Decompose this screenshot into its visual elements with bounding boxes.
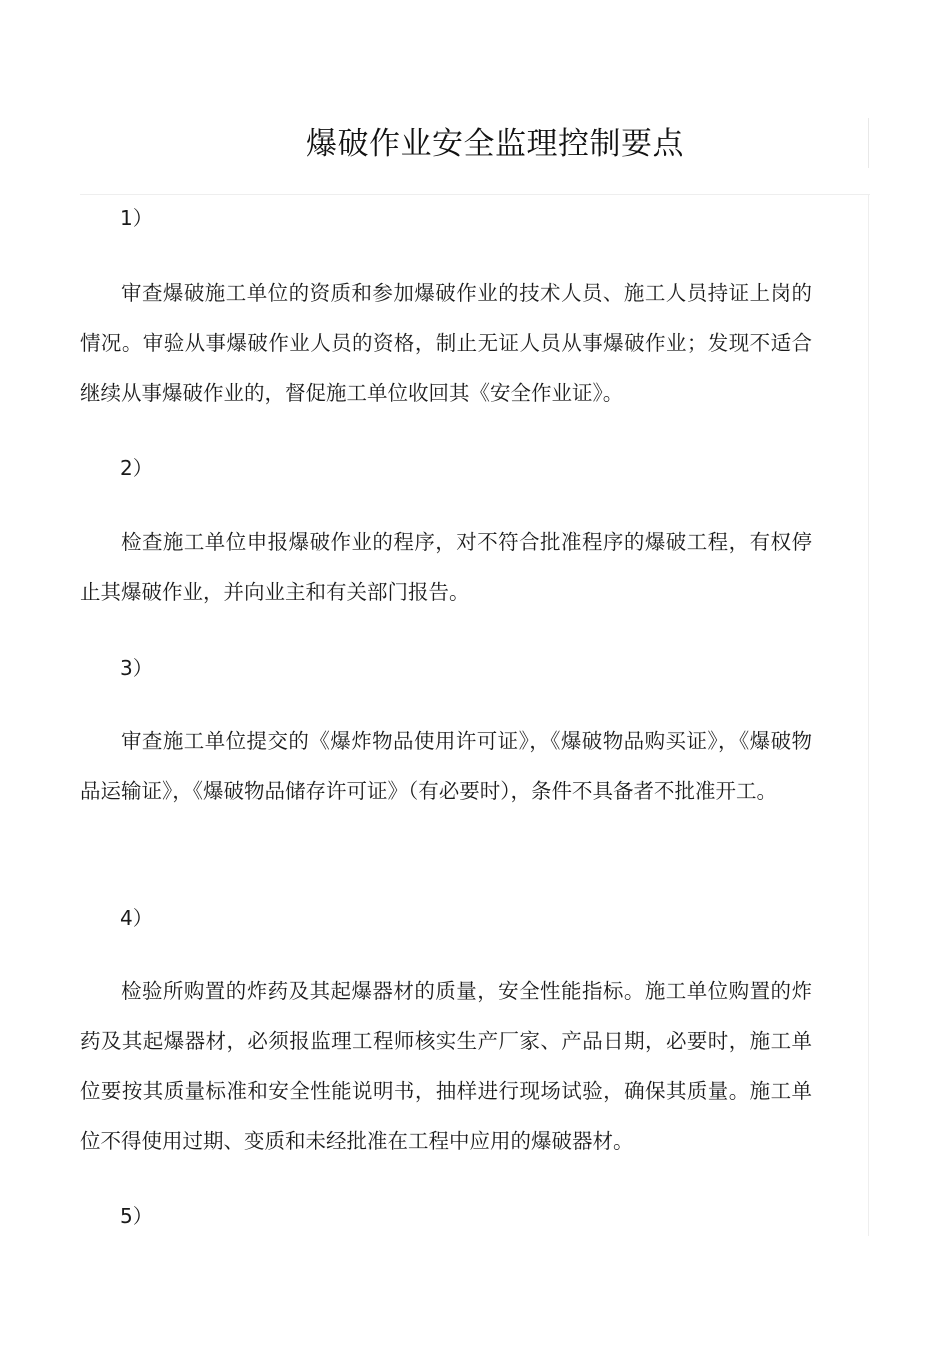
section-number-5: 5） <box>120 1204 153 1228</box>
section-text-3: 审查施工单位提交的《爆炸物品使用许可证》，《爆破物品购买证》，《爆破物品运输证》，《爆破物品储存许可证》（有必要时），条件不具备者不批准开工。 <box>80 729 812 803</box>
divider-horizontal <box>80 194 870 195</box>
divider-vertical <box>868 194 869 1236</box>
section-text-2: 检查施工单位申报爆破作业的程序，对不符合批准程序的爆破工程，有权停止其爆破作业，并向业主和有关部门报告。 <box>80 530 812 604</box>
section-number-4: 4） <box>120 906 153 930</box>
section-text-1: 审查爆破施工单位的资质和参加爆破作业的技术人员、施工人员持证上岗的情况。审验从事爆破作业人员的资格，制止无证人员从事爆破作业；发现不适合继续从事爆破作业的，督促施工单位收回其《安全作业证》。 <box>80 281 812 405</box>
section-number-2: 2） <box>120 456 153 480</box>
section-number-3: 3） <box>120 656 153 680</box>
section-text-4: 检验所购置的炸药及其起爆器材的质量，安全性能指标。施工单位购置的炸药及其起爆器材，必须报监理工程师核实生产厂家、产品日期，必要时，施工单位要按其质量标准和安全性能说明书，抽样进行现场试验，确保其质量。施工单位不得使用过期、变质和未经批准在工程中应用的爆破器材。 <box>80 979 812 1153</box>
divider-vertical-top <box>868 118 869 168</box>
document-title: 爆破作业安全监理控制要点 <box>306 126 684 162</box>
section-number-1: 1） <box>120 206 153 230</box>
